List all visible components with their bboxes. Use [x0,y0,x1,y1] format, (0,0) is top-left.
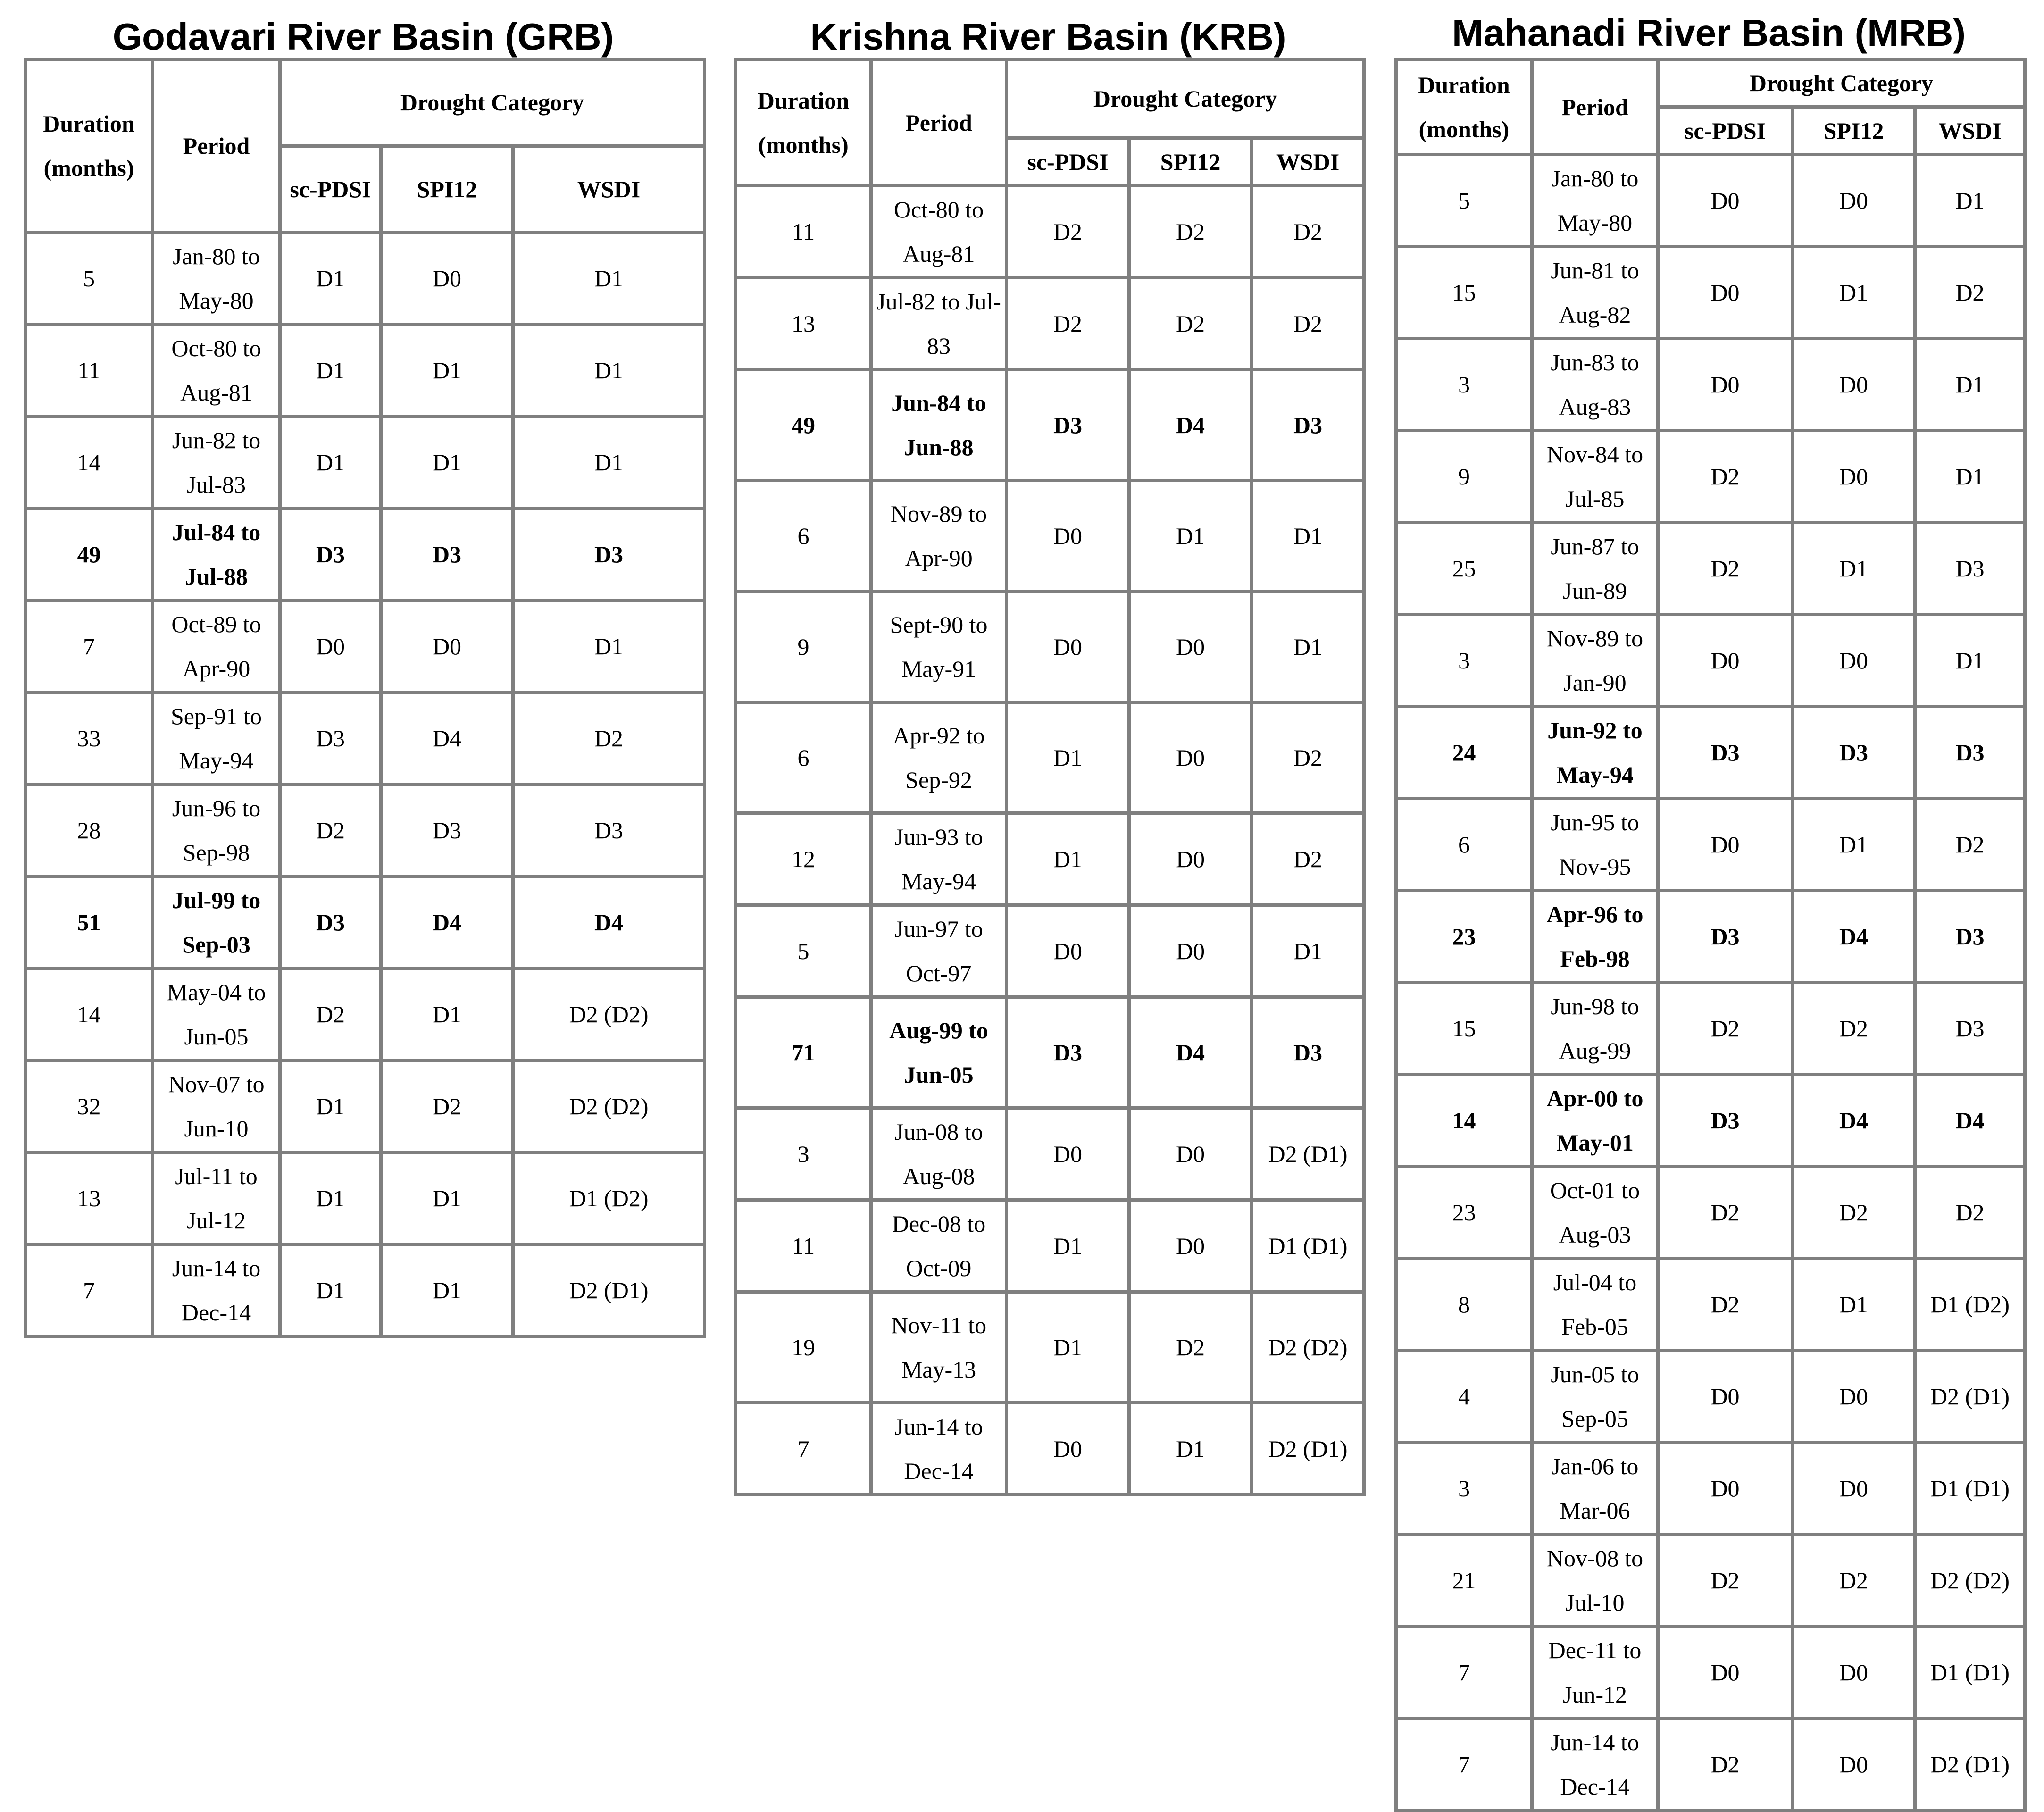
table-row [1396,1627,2025,1719]
header-spi12: SPI12 [1129,138,1252,186]
period-cell: Jul-11 to Jul-12 [153,1152,280,1244]
wsdi-cell: D2 [1915,247,2025,339]
scpdsi-cell: D3 [1658,1075,1793,1167]
spi12-cell: D2 [1129,278,1252,370]
header-drought-category: Drought Category [1658,59,2025,107]
header-duration: Duration (months) [1396,59,1532,155]
krb-title: Krishna River Basin (KRB) [810,16,1286,58]
period-cell: May-04 to Jun-05 [153,969,280,1060]
scpdsi-cell: D2 [1007,186,1129,278]
table-row [736,1403,1364,1495]
wsdi-cell: D3 [513,509,705,601]
table-row [1396,339,2025,431]
table-row [736,905,1364,997]
period-cell: Jun-14 to Dec-14 [153,1244,280,1336]
scpdsi-cell: D3 [1007,997,1129,1108]
period-cell: Dec-08 to Oct-09 [871,1200,1007,1292]
spi12-cell: D4 [1793,1075,1915,1167]
period-cell: Jun-14 to Dec-14 [871,1403,1007,1495]
period-cell: Sep-91 to May-94 [153,693,280,785]
period-cell: Jan-06 to Mar-06 [1532,1443,1658,1535]
spi12-cell: D4 [1129,997,1252,1108]
wsdi-cell: D2 [1252,702,1364,813]
wsdi-cell: D2 (D2) [1915,1535,2025,1627]
wsdi-cell: D3 [1915,523,2025,615]
scpdsi-cell: D1 [280,1244,381,1336]
duration-cell: 5 [1396,155,1532,247]
scpdsi-cell: D0 [1658,799,1793,891]
header-period: Period [871,59,1007,186]
period-cell: Nov-11 to May-13 [871,1292,1007,1403]
spi12-cell: D0 [1793,1627,1915,1719]
header-spi12: SPI12 [1793,107,1915,155]
scpdsi-cell: D2 [1658,1719,1793,1811]
spi12-cell: D2 [1793,1535,1915,1627]
wsdi-cell: D3 [1252,997,1364,1108]
scpdsi-cell: D0 [1658,1627,1793,1719]
scpdsi-cell: D1 [280,233,381,325]
spi12-cell: D1 [1129,1403,1252,1495]
header-drought-category: Drought Category [1007,59,1364,138]
table-row [1396,1535,2025,1627]
spi12-cell: D0 [381,601,513,693]
wsdi-cell: D2 (D1) [1915,1351,2025,1443]
period-cell: Jun-98 to Aug-99 [1532,983,1658,1075]
spi12-cell: D0 [1793,1443,1915,1535]
wsdi-cell: D3 [1915,891,2025,983]
spi12-cell: D1 [381,969,513,1060]
spi12-cell: D4 [381,877,513,969]
table-row [25,1244,705,1336]
scpdsi-cell: D3 [280,693,381,785]
table-row [736,278,1364,370]
scpdsi-cell: D1 [1007,1200,1129,1292]
scpdsi-cell: D0 [1007,1108,1129,1200]
duration-cell: 9 [736,592,871,702]
spi12-cell: D0 [1793,431,1915,523]
duration-cell: 3 [1396,615,1532,707]
table-row [1396,799,2025,891]
scpdsi-cell: D2 [1658,983,1793,1075]
period-cell: Jun-08 to Aug-08 [871,1108,1007,1200]
wsdi-cell: D1 (D2) [513,1152,705,1244]
scpdsi-cell: D1 [280,1060,381,1152]
spi12-cell: D0 [1793,1351,1915,1443]
table-row [736,481,1364,592]
period-cell: Apr-92 to Sep-92 [871,702,1007,813]
duration-cell: 33 [25,693,153,785]
period-cell: Jun-05 to Sep-05 [1532,1351,1658,1443]
period-cell: Jul-82 to Jul-83 [871,278,1007,370]
header-wsdi: WSDI [513,146,705,233]
spi12-cell: D2 [381,1060,513,1152]
duration-cell: 21 [1396,1535,1532,1627]
scpdsi-cell: D0 [1007,1403,1129,1495]
wsdi-cell: D2 (D2) [513,969,705,1060]
duration-cell: 11 [736,186,871,278]
table-row [25,693,705,785]
spi12-cell: D0 [1129,592,1252,702]
period-cell: Dec-11 to Jun-12 [1532,1627,1658,1719]
duration-cell: 7 [1396,1627,1532,1719]
table-row [25,325,705,417]
scpdsi-cell: D1 [280,417,381,509]
wsdi-cell: D1 (D1) [1915,1627,2025,1719]
table-row [1396,155,2025,247]
wsdi-cell: D1 [513,417,705,509]
wsdi-cell: D2 [1252,278,1364,370]
table-row [1396,1351,2025,1443]
spi12-cell: D1 [381,325,513,417]
table-row [1396,1075,2025,1167]
scpdsi-cell: D0 [1007,905,1129,997]
header-period: Period [1532,59,1658,155]
wsdi-cell: D1 (D2) [1915,1259,2025,1351]
header-scpdsi: sc-PDSI [280,146,381,233]
wsdi-cell: D1 [513,325,705,417]
table-row [1396,707,2025,799]
period-cell: Jul-84 to Jul-88 [153,509,280,601]
spi12-cell: D1 [1793,247,1915,339]
spi12-cell: D3 [381,509,513,601]
table-row [25,1152,705,1244]
duration-cell: 9 [1396,431,1532,523]
table-row [1396,983,2025,1075]
table-row [736,997,1364,1108]
spi12-cell: D2 [1793,1167,1915,1259]
wsdi-cell: D1 [1252,481,1364,592]
header-wsdi: WSDI [1915,107,2025,155]
header-spi12: SPI12 [381,146,513,233]
wsdi-cell: D1 [1915,431,2025,523]
table-row [1396,1259,2025,1351]
wsdi-cell: D3 [513,785,705,877]
period-cell: Jun-97 to Oct-97 [871,905,1007,997]
wsdi-cell: D2 (D1) [513,1244,705,1336]
header-scpdsi: sc-PDSI [1007,138,1129,186]
spi12-cell: D1 [1129,481,1252,592]
duration-cell: 5 [25,233,153,325]
wsdi-cell: D2 (D1) [1252,1403,1364,1495]
period-cell: Nov-89 to Jan-90 [1532,615,1658,707]
table-row [25,417,705,509]
spi12-cell: D0 [1793,1719,1915,1811]
duration-cell: 71 [736,997,871,1108]
header-period: Period [153,59,280,233]
header-duration: Duration (months) [25,59,153,233]
wsdi-cell: D3 [1915,983,2025,1075]
period-cell: Jun-95 to Nov-95 [1532,799,1658,891]
duration-cell: 19 [736,1292,871,1403]
table-row [1396,1167,2025,1259]
duration-cell: 15 [1396,247,1532,339]
duration-cell: 7 [736,1403,871,1495]
period-cell: Jun-83 to Aug-83 [1532,339,1658,431]
scpdsi-cell: D0 [1658,155,1793,247]
table-row [1396,1443,2025,1535]
wsdi-cell: D2 [1252,813,1364,905]
table-row [1396,431,2025,523]
period-cell: Jul-04 to Feb-05 [1532,1259,1658,1351]
wsdi-cell: D1 [1915,155,2025,247]
table-row [25,785,705,877]
period-cell: Oct-80 to Aug-81 [871,186,1007,278]
duration-cell: 6 [1396,799,1532,891]
scpdsi-cell: D2 [1658,523,1793,615]
spi12-cell: D1 [1793,799,1915,891]
spi12-cell: D0 [1793,339,1915,431]
grb-table [24,58,706,1338]
duration-cell: 13 [736,278,871,370]
wsdi-cell: D2 (D1) [1915,1719,2025,1811]
table-row [736,370,1364,481]
wsdi-cell: D2 [513,693,705,785]
mrb-table [1394,58,2027,1812]
wsdi-cell: D2 (D2) [513,1060,705,1152]
wsdi-cell: D3 [1252,370,1364,481]
wsdi-cell: D4 [1915,1075,2025,1167]
spi12-cell: D2 [1129,186,1252,278]
scpdsi-cell: D2 [1658,1259,1793,1351]
duration-cell: 7 [25,601,153,693]
period-cell: Jan-80 to May-80 [1532,155,1658,247]
scpdsi-cell: D2 [280,969,381,1060]
duration-cell: 6 [736,481,871,592]
scpdsi-cell: D3 [280,509,381,601]
duration-cell: 14 [25,969,153,1060]
scpdsi-cell: D1 [1007,1292,1129,1403]
duration-cell: 4 [1396,1351,1532,1443]
table-row [1396,523,2025,615]
period-cell: Jun-82 to Jul-83 [153,417,280,509]
period-cell: Sept-90 to May-91 [871,592,1007,702]
mrb-title: Mahanadi River Basin (MRB) [1452,12,1966,54]
period-cell: Oct-01 to Aug-03 [1532,1167,1658,1259]
table-row [736,813,1364,905]
scpdsi-cell: D3 [280,877,381,969]
scpdsi-cell: D0 [1658,339,1793,431]
table-row [1396,615,2025,707]
wsdi-cell: D1 [1252,905,1364,997]
scpdsi-cell: D1 [1007,702,1129,813]
duration-cell: 23 [1396,891,1532,983]
table-row [25,877,705,969]
scpdsi-cell: D0 [1658,615,1793,707]
header-scpdsi: sc-PDSI [1658,107,1793,155]
scpdsi-cell: D3 [1658,707,1793,799]
krb-table [734,58,1366,1496]
scpdsi-cell: D2 [1658,1167,1793,1259]
spi12-cell: D0 [381,233,513,325]
spi12-cell: D0 [1793,615,1915,707]
table-row [25,969,705,1060]
header-duration: Duration (months) [736,59,871,186]
duration-cell: 3 [1396,339,1532,431]
wsdi-cell: D1 [513,233,705,325]
duration-cell: 3 [1396,1443,1532,1535]
table-row [736,702,1364,813]
table-row [736,1108,1364,1200]
spi12-cell: D0 [1129,1108,1252,1200]
period-cell: Jan-80 to May-80 [153,233,280,325]
table-row [1396,891,2025,983]
wsdi-cell: D2 [1915,799,2025,891]
period-cell: Nov-89 to Apr-90 [871,481,1007,592]
scpdsi-cell: D2 [1658,1535,1793,1627]
spi12-cell: D4 [381,693,513,785]
spi12-cell: D0 [1129,1200,1252,1292]
duration-cell: 11 [25,325,153,417]
table-row [736,592,1364,702]
period-cell: Jun-84 to Jun-88 [871,370,1007,481]
table-row [25,1060,705,1152]
period-cell: Nov-08 to Jul-10 [1532,1535,1658,1627]
table-row [25,509,705,601]
period-cell: Jun-93 to May-94 [871,813,1007,905]
wsdi-cell: D2 (D2) [1252,1292,1364,1403]
spi12-cell: D1 [1793,1259,1915,1351]
table-row [736,186,1364,278]
wsdi-cell: D1 [1915,615,2025,707]
scpdsi-cell: D1 [280,1152,381,1244]
duration-cell: 3 [736,1108,871,1200]
duration-cell: 5 [736,905,871,997]
wsdi-cell: D2 [1915,1167,2025,1259]
scpdsi-cell: D1 [1007,813,1129,905]
duration-cell: 28 [25,785,153,877]
spi12-cell: D4 [1793,891,1915,983]
duration-cell: 15 [1396,983,1532,1075]
scpdsi-cell: D3 [1658,891,1793,983]
duration-cell: 32 [25,1060,153,1152]
duration-cell: 13 [25,1152,153,1244]
scpdsi-cell: D0 [1658,247,1793,339]
scpdsi-cell: D0 [1658,1443,1793,1535]
wsdi-cell: D1 [1915,339,2025,431]
scpdsi-cell: D2 [1658,431,1793,523]
period-cell: Oct-89 to Apr-90 [153,601,280,693]
spi12-cell: D3 [381,785,513,877]
spi12-cell: D1 [381,417,513,509]
grb-title: Godavari River Basin (GRB) [112,16,614,58]
period-cell: Aug-99 to Jun-05 [871,997,1007,1108]
duration-cell: 6 [736,702,871,813]
wsdi-cell: D1 [1252,592,1364,702]
wsdi-cell: D2 (D1) [1252,1108,1364,1200]
wsdi-cell: D1 [513,601,705,693]
period-cell: Jul-99 to Sep-03 [153,877,280,969]
wsdi-cell: D1 (D1) [1252,1200,1364,1292]
table-row [736,1292,1364,1403]
period-cell: Oct-80 to Aug-81 [153,325,280,417]
wsdi-cell: D4 [513,877,705,969]
table-row [25,233,705,325]
period-cell: Nov-84 to Jul-85 [1532,431,1658,523]
wsdi-cell: D2 [1252,186,1364,278]
scpdsi-cell: D0 [1007,481,1129,592]
duration-cell: 25 [1396,523,1532,615]
period-cell: Apr-96 to Feb-98 [1532,891,1658,983]
duration-cell: 51 [25,877,153,969]
spi12-cell: D0 [1129,905,1252,997]
scpdsi-cell: D1 [280,325,381,417]
scpdsi-cell: D0 [1658,1351,1793,1443]
wsdi-cell: D3 [1915,707,2025,799]
scpdsi-cell: D2 [1007,278,1129,370]
duration-cell: 7 [25,1244,153,1336]
period-cell: Nov-07 to Jun-10 [153,1060,280,1152]
period-cell: Jun-92 to May-94 [1532,707,1658,799]
duration-cell: 11 [736,1200,871,1292]
spi12-cell: D2 [1793,983,1915,1075]
spi12-cell: D1 [1793,523,1915,615]
duration-cell: 7 [1396,1719,1532,1811]
duration-cell: 23 [1396,1167,1532,1259]
spi12-cell: D4 [1129,370,1252,481]
duration-cell: 49 [25,509,153,601]
period-cell: Jun-96 to Sep-98 [153,785,280,877]
table-row [736,1200,1364,1292]
table-row [25,601,705,693]
spi12-cell: D0 [1793,155,1915,247]
period-cell: Apr-00 to May-01 [1532,1075,1658,1167]
spi12-cell: D1 [381,1152,513,1244]
spi12-cell: D0 [1129,702,1252,813]
duration-cell: 8 [1396,1259,1532,1351]
wsdi-cell: D1 (D1) [1915,1443,2025,1535]
header-wsdi: WSDI [1252,138,1364,186]
table-row [1396,247,2025,339]
duration-cell: 24 [1396,707,1532,799]
spi12-cell: D1 [381,1244,513,1336]
period-cell: Jun-14 to Dec-14 [1532,1719,1658,1811]
spi12-cell: D2 [1129,1292,1252,1403]
period-cell: Jun-81 to Aug-82 [1532,247,1658,339]
table-row [1396,1719,2025,1811]
duration-cell: 49 [736,370,871,481]
scpdsi-cell: D3 [1007,370,1129,481]
scpdsi-cell: D2 [280,785,381,877]
period-cell: Jun-87 to Jun-89 [1532,523,1658,615]
spi12-cell: D3 [1793,707,1915,799]
scpdsi-cell: D0 [280,601,381,693]
duration-cell: 14 [1396,1075,1532,1167]
header-drought-category: Drought Category [280,59,705,146]
spi12-cell: D0 [1129,813,1252,905]
duration-cell: 14 [25,417,153,509]
scpdsi-cell: D0 [1007,592,1129,702]
duration-cell: 12 [736,813,871,905]
